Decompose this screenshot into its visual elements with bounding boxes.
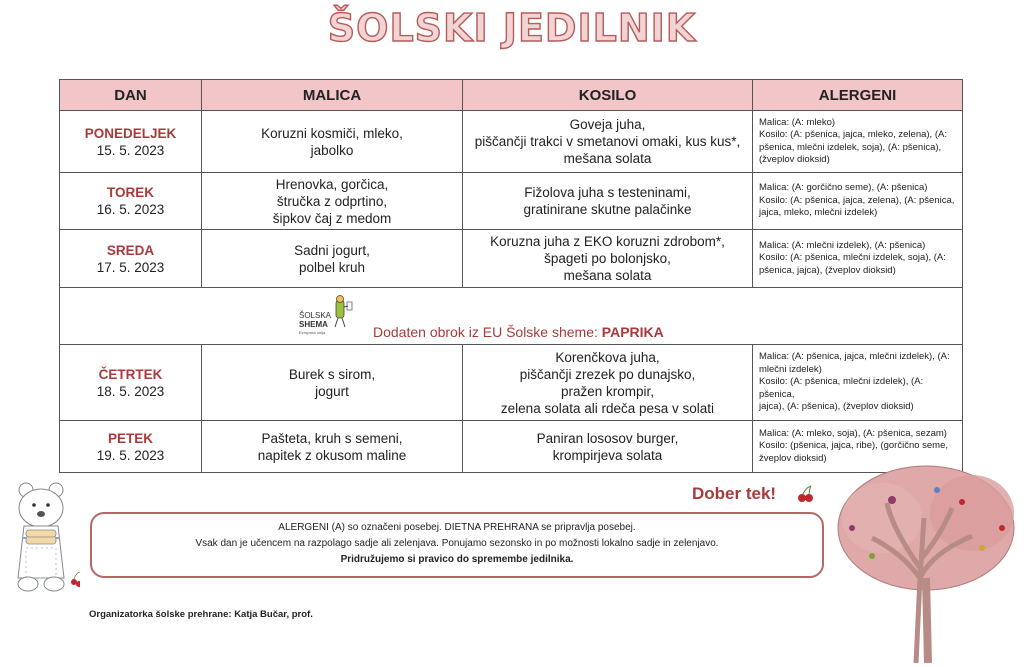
alergeni-line: Malica: (A: gorčično seme), (A: pšenica) bbox=[759, 182, 928, 194]
malica-line: Hrenovka, gorčica, bbox=[275, 176, 389, 192]
alergeni-line: Malica: (A: pšenica, jajca, mlečni izdelek), (A: bbox=[759, 351, 950, 363]
alergeni-line: Kosilo: (A: pšenica, mlečni izdelek), (A: pšenica, bbox=[759, 376, 924, 400]
logo-line3: Evropska unija bbox=[299, 330, 326, 335]
kosilo-cell bbox=[463, 345, 753, 421]
malica-cell bbox=[202, 173, 463, 230]
kosilo-line: gratinirane skutne palačinke bbox=[523, 202, 692, 217]
malica-line: Burek s sirom, bbox=[288, 366, 376, 382]
alergeni-line: Malica: (A: mlečni izdelek), (A: pšenica) bbox=[759, 239, 926, 251]
solska-shema-logo bbox=[298, 294, 358, 338]
alergeni-line: Malica: (A: mleko) bbox=[759, 116, 836, 128]
malica-line: Koruzni kosmiči, mleko, bbox=[261, 125, 403, 141]
alergeni-cell bbox=[753, 173, 963, 230]
alergeni-line: pšenica, jajca), (žveplov dioksid) bbox=[759, 264, 896, 276]
alergeni-line: jajca, mleko, mlečni izdelek) bbox=[759, 207, 878, 219]
kosilo-line: zelena solata ali rdeča pesa v solati bbox=[500, 400, 715, 416]
kosilo-line: krompirjeva solata bbox=[552, 447, 663, 463]
alergeni-line: Kosilo: (pšenica, jajca, ribe), (gorčično seme, bbox=[759, 440, 949, 452]
malica-cell bbox=[202, 421, 463, 473]
day-name: SREDA bbox=[106, 242, 155, 258]
cherry-icon bbox=[796, 484, 816, 504]
eu-scheme-item: PAPRIKA bbox=[601, 324, 664, 340]
eu-scheme-label: Dodaten obrok iz EU Šolske sheme: bbox=[373, 324, 602, 340]
table-row bbox=[60, 421, 963, 473]
day-cell bbox=[60, 345, 202, 421]
kosilo-line: Koruzna juha z EKO koruzni zdrobom*, bbox=[490, 234, 725, 249]
kosilo-line: Paniran lososov burger, bbox=[536, 430, 679, 446]
kosilo-line: mešana solata bbox=[563, 268, 652, 283]
kosilo-cell bbox=[463, 173, 753, 230]
kosilo-line: Fižolova juha s testeninami, bbox=[524, 185, 691, 200]
alergeni-line: žveplov dioksid) bbox=[759, 452, 827, 464]
day-name: TOREK bbox=[106, 185, 154, 200]
alergeni-line: Malica: (A: mleko, soja), (A: pšenica, sezam) bbox=[759, 427, 947, 439]
alergeni-line: Kosilo: (A: pšenica, jajca, zelena), (A: pšenica, bbox=[759, 194, 955, 206]
notice-line: Pridružujemo si pravico do spremembe jedilnika. bbox=[340, 554, 574, 565]
day-cell bbox=[60, 173, 202, 230]
kosilo-line: piščančji zrezek po dunajsko, bbox=[519, 366, 696, 382]
page-title: ŠOLSKI JEDILNIK bbox=[327, 6, 697, 50]
table-header-row bbox=[60, 80, 963, 111]
day-name: ČETRTEK bbox=[98, 366, 163, 382]
organizer-text: Organizatorka šolske prehrane: Katja Bučar, prof. bbox=[89, 609, 313, 620]
day-cell bbox=[60, 230, 202, 288]
notice-line: Vsak dan je učencem na razpolago sadje ali zelenjava. Ponujamo sezonsko in po možnosti lokalno sadje in zelenjavo. bbox=[195, 538, 719, 549]
kosilo-line: mešana solata bbox=[563, 151, 652, 166]
malica-line: štručka z odprtino, bbox=[276, 193, 388, 209]
eu-scheme-cell bbox=[60, 288, 963, 345]
day-date: 17. 5. 2023 bbox=[96, 259, 165, 275]
malica-line: Pašteta, kruh s semeni, bbox=[261, 430, 403, 446]
day-name: PONEDELJEK bbox=[84, 125, 177, 141]
alergeni-line: Kosilo: (A: pšenica, jajca, mleko, zelena), (A: bbox=[759, 129, 947, 140]
kosilo-cell bbox=[463, 421, 753, 473]
notice-line: ALERGENI (A) so označeni posebej. DIETNA PREHRANA se pripravlja posebej. bbox=[278, 522, 636, 533]
alergeni-line: (žveplov dioksid) bbox=[759, 154, 830, 165]
malica-cell bbox=[202, 230, 463, 288]
bear-illustration bbox=[4, 478, 80, 598]
malica-cell bbox=[202, 345, 463, 421]
header-kosilo: KOSILO bbox=[463, 80, 753, 111]
malica-line: polbel kruh bbox=[298, 259, 366, 275]
kosilo-cell bbox=[463, 230, 753, 288]
day-date: 16. 5. 2023 bbox=[96, 202, 165, 217]
header-malica: MALICA bbox=[202, 80, 463, 111]
header-dan: DAN bbox=[60, 80, 202, 111]
alergeni-cell bbox=[753, 111, 963, 173]
day-date: 15. 5. 2023 bbox=[96, 142, 165, 158]
eu-scheme-text bbox=[373, 324, 664, 341]
table-row bbox=[60, 173, 963, 230]
table-row bbox=[60, 111, 963, 173]
logo-line2: SHEMA bbox=[299, 320, 328, 329]
notice-box bbox=[90, 512, 824, 578]
alergeni-cell bbox=[753, 230, 963, 288]
kosilo-line: špageti po bolonjsko, bbox=[544, 251, 671, 266]
day-cell bbox=[60, 111, 202, 173]
alergeni-cell bbox=[753, 345, 963, 421]
malica-line: šipkov čaj z medom bbox=[272, 210, 392, 226]
table-row bbox=[60, 230, 963, 288]
day-date: 19. 5. 2023 bbox=[96, 447, 165, 463]
alergeni-line: mlečni izdelek) bbox=[759, 363, 822, 375]
alergeni-line: Kosilo: (A: pšenica, mlečni izdelek, soja), (A: bbox=[759, 252, 946, 264]
kosilo-line: Goveja juha, bbox=[569, 117, 646, 132]
menu-table bbox=[59, 79, 963, 473]
kosilo-line: Korenčkova juha, bbox=[555, 349, 660, 365]
alergeni-line: jajca), (A: pšenica), (žveplov dioksid) bbox=[759, 401, 914, 413]
kosilo-cell bbox=[463, 111, 753, 173]
tree-illustration bbox=[832, 458, 1020, 663]
alergeni-line: pšenica, mlečni izdelek, soja), (A: pšenica), bbox=[759, 141, 942, 153]
malica-line: jogurt bbox=[315, 383, 349, 399]
malica-cell bbox=[202, 111, 463, 173]
kosilo-line: piščančji trakci v smetanovi omaki, kus kus*, bbox=[474, 134, 741, 149]
malica-line: Sadni jogurt, bbox=[294, 242, 370, 258]
day-cell bbox=[60, 421, 202, 473]
eu-scheme-row bbox=[60, 288, 963, 345]
day-name: PETEK bbox=[107, 430, 153, 446]
table-row bbox=[60, 345, 963, 421]
kosilo-line: pražen krompir, bbox=[560, 383, 655, 399]
malica-line: napitek z okusom maline bbox=[257, 447, 407, 463]
malica-line: jabolko bbox=[310, 142, 354, 158]
logo-line1: ŠOLSKA bbox=[299, 311, 332, 320]
day-date: 18. 5. 2023 bbox=[96, 383, 165, 399]
dober-tek-text: Dober tek! bbox=[692, 484, 777, 503]
header-alergeni: ALERGENI bbox=[753, 80, 963, 111]
